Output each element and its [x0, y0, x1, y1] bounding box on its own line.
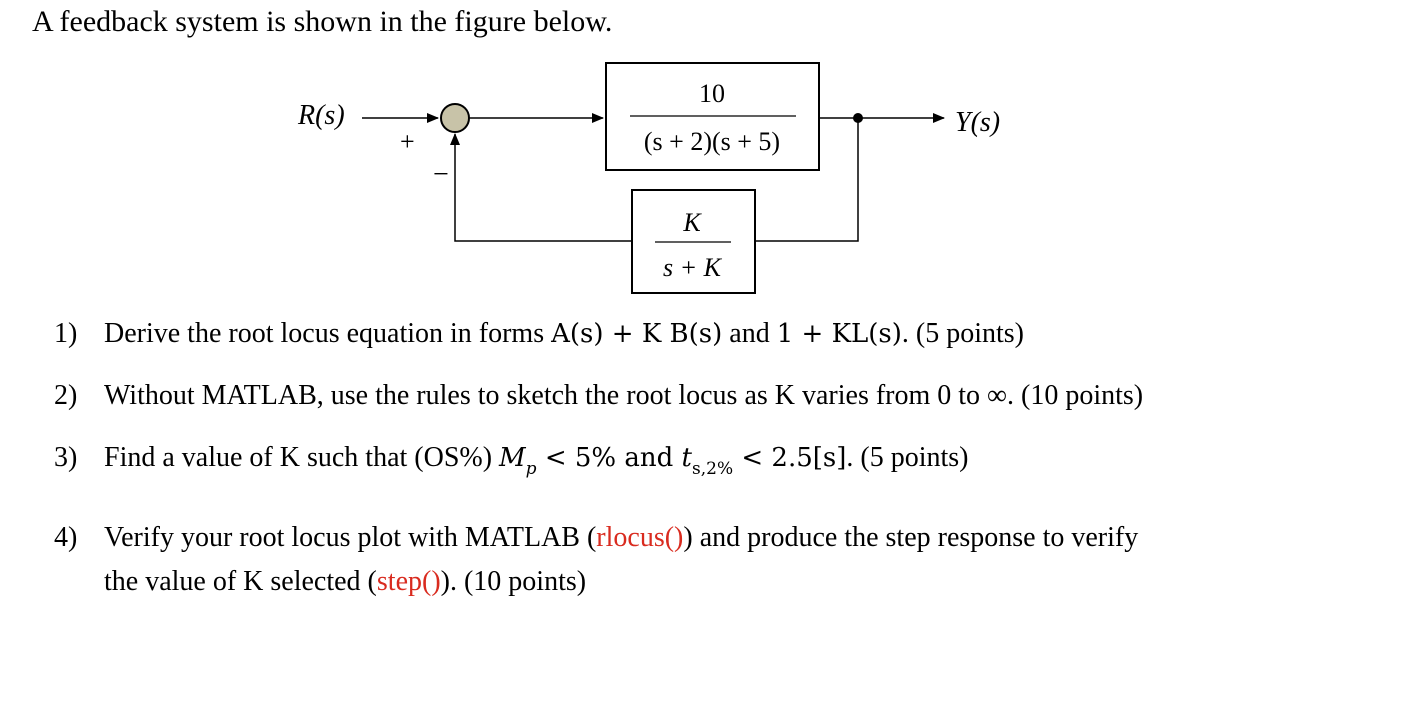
question-3-number: 3) [54, 442, 78, 473]
question-1-text-b: and [722, 318, 777, 349]
question-2-text: Without MATLAB, use the rules to sketch the root locus as K varies from 0 to ∞. (10 points) [104, 380, 1144, 411]
question-1-number: 1) [54, 318, 78, 349]
intro-text: A feedback system is shown in the figure below. [32, 5, 613, 38]
plus-sign: + [400, 127, 415, 156]
input-label: R(s) [298, 100, 345, 131]
question-3-ts: t [681, 443, 692, 473]
block-diagram [0, 0, 1412, 310]
question-2 [54, 374, 1143, 418]
question-3-mp: M [499, 443, 526, 473]
question-3-text-d: . (5 points) [846, 442, 969, 473]
step-function: step() [376, 566, 441, 597]
question-3-math-c: < 2.5[s] [733, 443, 847, 473]
question-1-math-b: 1 + KL(s) [776, 319, 902, 349]
question-4-text-d: ). (10 points) [440, 566, 587, 597]
forward-numerator: 10 [699, 79, 725, 108]
minus-sign: − [433, 159, 449, 190]
feedback-denominator: s + K [662, 253, 722, 282]
question-4-text-a: Verify your root locus plot with MATLAB ( [104, 522, 597, 553]
question-4-continuation [54, 560, 1138, 604]
forward-denominator: (s + 2)(s + 5) [643, 127, 781, 156]
question-3-mp-sub: p [525, 459, 537, 479]
question-4 [54, 516, 1138, 604]
question-4-number: 4) [54, 522, 78, 553]
question-4-text-b: ) and produce the step response to verify [683, 522, 1139, 553]
question-3 [54, 436, 969, 491]
question-3-ts-sub: s,2% [692, 459, 734, 479]
question-1-math-a: A(s) + K B(s) [551, 319, 723, 349]
question-1-text-c: . (5 points) [901, 318, 1025, 349]
output-label: Y(s) [955, 107, 1001, 138]
summing-junction [441, 104, 469, 132]
question-3-text-a: Find a value of K such that (OS%) [104, 442, 500, 473]
question-3-math-b: < 5% and [536, 443, 682, 473]
question-2-number: 2) [54, 380, 78, 411]
question-1 [54, 312, 1024, 356]
question-4-text-c: the value of K selected ( [104, 566, 377, 597]
question-1-text-a: Derive the root locus equation in forms [104, 318, 552, 349]
feedback-numerator: K [683, 208, 701, 237]
rlocus-function: rlocus() [596, 522, 684, 553]
